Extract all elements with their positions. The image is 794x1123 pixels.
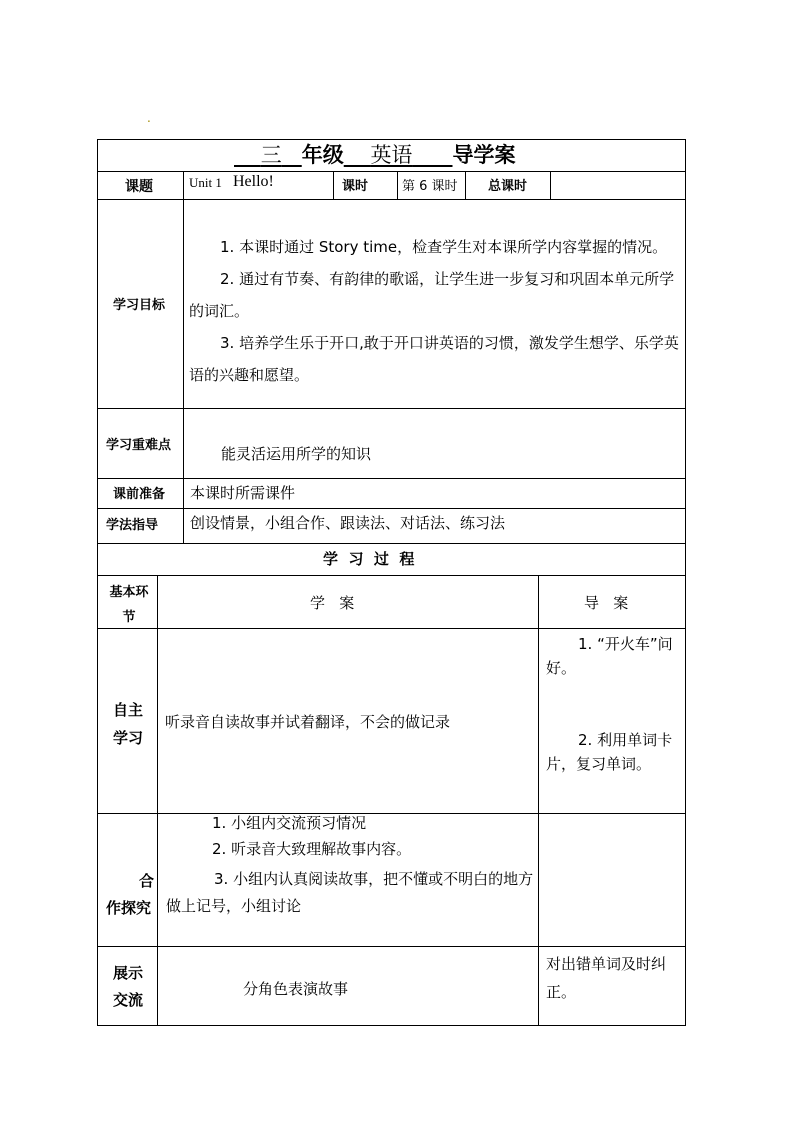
plan-item: 2. 听录音大致理解故事内容。	[212, 840, 412, 858]
key-points-label: 学习重难点	[106, 438, 172, 453]
period-label: 课时	[342, 179, 369, 194]
doc-type: 导学案	[452, 143, 516, 167]
unit-prefix: Unit 1	[189, 175, 222, 190]
plan-item: 3. 小组内认真阅读故事，把不懂或不明白的地方做上记号，小组讨论	[166, 870, 534, 915]
process-title: 学 习 过 程	[323, 550, 415, 568]
plan-item: 1. 小组内交流预习情况	[212, 814, 367, 832]
guide-presentation: 对出错单词及时纠正。	[546, 955, 667, 1001]
subject-value: 英语	[370, 143, 413, 167]
preparation-label: 课前准备	[113, 487, 166, 502]
stage-self-study: 自主学习	[112, 701, 143, 747]
total-period-label: 总课时	[488, 179, 528, 194]
doc-title	[234, 145, 516, 166]
objective-item: 2. 通过有节奏、有韵律的歌谣，让学生进一步复习和巩固本单元所学的词汇。	[189, 270, 675, 320]
objectives-list	[189, 231, 679, 391]
guide-item: 1. “开火车”问好。	[546, 635, 673, 677]
margin-mark: .	[147, 111, 151, 125]
stage-presentation: 展示交流	[112, 964, 143, 1009]
col-plan-header: 学 案	[310, 594, 355, 612]
objectives-label: 学习目标	[113, 298, 166, 313]
plan-presentation: 分角色表演故事	[243, 980, 349, 998]
method-label: 学法指导	[106, 518, 159, 533]
period-value: 第 6 课时	[402, 179, 458, 194]
col-guide-header: 导 案	[584, 594, 629, 612]
topic-label: 课题	[125, 179, 153, 195]
preparation-text: 本课时所需课件	[190, 484, 296, 502]
guide-item: 2. 利用单词卡片，复习单词。	[546, 731, 673, 773]
stage-cooperative-inquiry: 合作探究	[106, 872, 155, 917]
plan-self-study: 听录音自读故事并试着翻译，不会的做记录	[165, 713, 451, 731]
grade-value: 三	[260, 143, 282, 167]
objective-item: 3. 培养学生乐于开口,敢于开口讲英语的习惯，激发学生想学、乐学英语的兴趣和愿望。	[189, 334, 679, 384]
grade-label: 年级	[301, 143, 344, 167]
key-points-text: 能灵活运用所学的知识	[221, 445, 372, 463]
objective-item: 1. 本课时通过 Story time，检查学生对本课所学内容掌握的情况。	[220, 238, 668, 256]
col-stage-header: 基本环节	[109, 585, 149, 625]
method-text: 创设情景，小组合作、跟读法、对话法、练习法	[190, 514, 506, 532]
unit-title: Hello!	[233, 173, 274, 190]
